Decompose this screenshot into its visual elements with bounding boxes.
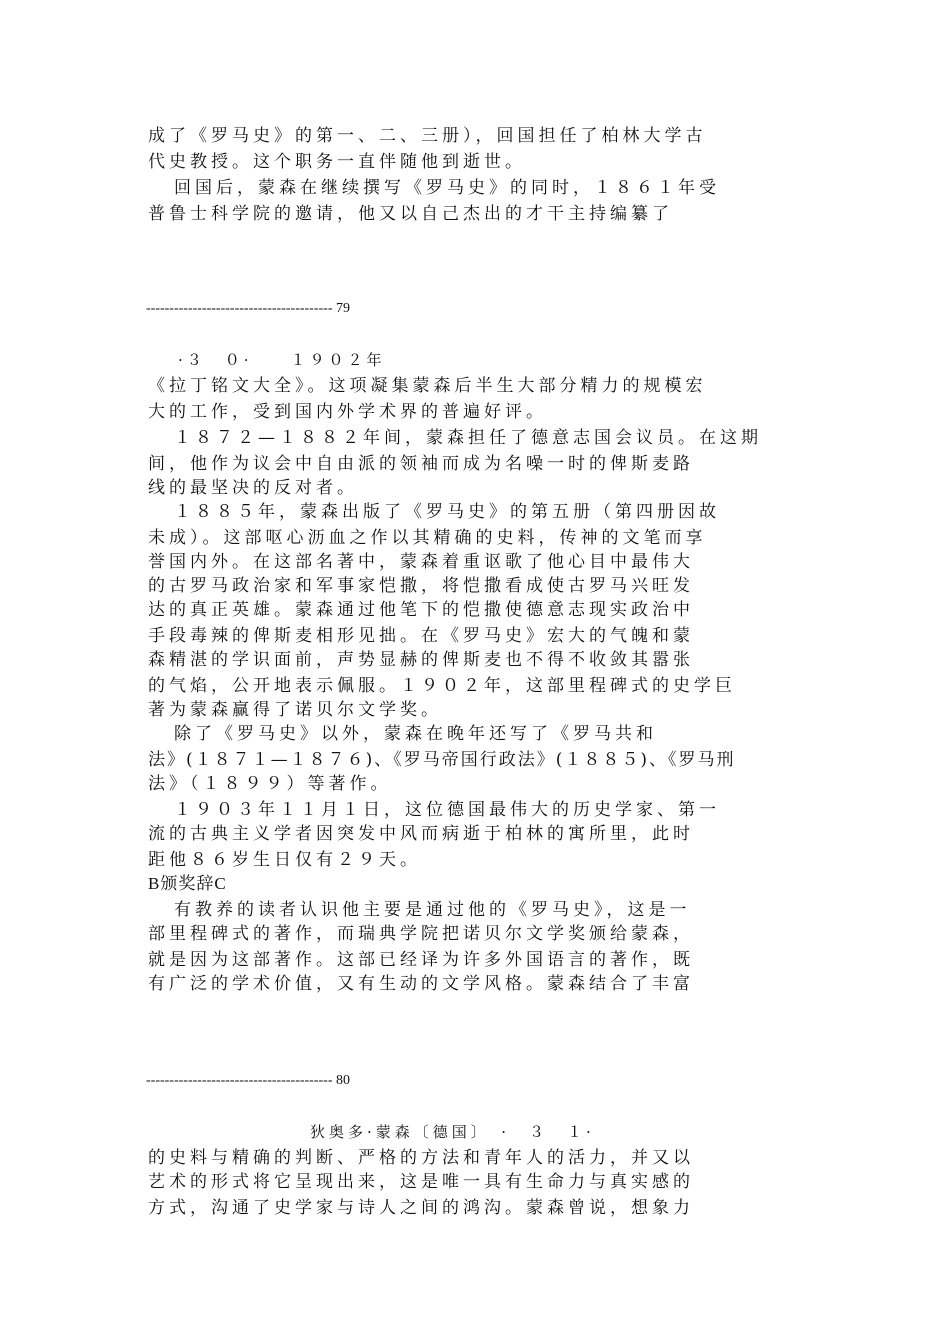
page2-line-18: １９０３年１１月１日，这位德国最伟大的历史学家、第一	[174, 800, 720, 820]
page3-line-1: 的史料与精确的判断、严格的方法和青年人的活力，并又以	[148, 1148, 694, 1168]
page-separator-80: ---------------------------------------- 80	[146, 1073, 350, 1088]
page2-line-24: 就是因为这部著作。这部已经译为许多外国语言的著作，既	[148, 950, 694, 970]
page2-line-19: 流的古典主义学者因突发中风而病逝于柏林的寓所里，此时	[148, 824, 694, 844]
award-speech-heading: B颁奖辞C	[148, 874, 227, 893]
page-separator-79: ---------------------------------------- 79	[146, 301, 350, 316]
page2-line-12: 森精湛的学识面前，声势显赫的俾斯麦也不得不收敛其嚣张	[148, 650, 694, 670]
page2-line-17: 法》（１８９９）等著作。	[148, 774, 392, 794]
page2-line-10: 达的真正英雄。蒙森通过他笔下的恺撒使德意志现实政治中	[148, 600, 694, 620]
page2-line-14: 著为蒙森赢得了诺贝尔文学奖。	[148, 700, 442, 720]
page2-line-2: 大的工作，受到国内外学术界的普遍好评。	[148, 402, 547, 422]
page3-running-header: 狄奥多·蒙森〔德国〕 · ３ １·	[310, 1123, 595, 1141]
page2-line-8: 誉国内外。在这部名著中，蒙森着重讴歌了他心目中最伟大	[148, 552, 694, 572]
page2-line-9: 的古罗马政治家和军事家恺撒，将恺撒看成使古罗马兴旺发	[148, 576, 694, 596]
page2-line-16: 法》(１８７１—１８７６)、《罗马帝国行政法》(１８８５)、《罗马刑	[148, 750, 736, 770]
page3-line-3: 方式，沟通了史学家与诗人之间的鸿沟。蒙森曾说，想象力	[148, 1198, 694, 1218]
page2-line-20: 距他８６岁生日仅有２９天。	[148, 850, 421, 870]
page1-line-4: 普鲁士科学院的邀请，他又以自己杰出的才干主持编纂了	[148, 204, 673, 224]
page1-line-2: 代史教授。这个职务一直伴随他到逝世。	[148, 152, 526, 172]
page3-line-2: 艺术的形式将它呈现出来，这是唯一具有生命力与真实感的	[148, 1172, 694, 1192]
page2-line-5: 线的最坚决的反对者。	[148, 478, 358, 498]
page2-line-1: 《拉丁铭文大全》。这项凝集蒙森后半生大部分精力的规模宏	[148, 376, 707, 396]
page2-running-header: ·３ ０· １９０２年	[178, 351, 386, 369]
page2-line-22: 有教养的读者认识他主要是通过他的《罗马史》，这是一	[174, 900, 691, 920]
page1-line-3: 回国后，蒙森在继续撰写《罗马史》的同时，１８６１年受	[174, 178, 720, 198]
page2-line-11: 手段毒辣的俾斯麦相形见拙。在《罗马史》宏大的气魄和蒙	[148, 626, 694, 646]
page2-line-13: 的气焰，公开地表示佩服。１９０２年，这部里程碑式的史学巨	[148, 676, 736, 696]
page2-line-4: 间，他作为议会中自由派的领袖而成为名噪一时的俾斯麦路	[148, 454, 694, 474]
page2-line-3: １８７２—１８８２年间，蒙森担任了德意志国会议员。在这期	[174, 428, 762, 448]
page2-line-6: １８８５年，蒙森出版了《罗马史》的第五册（第四册因故	[174, 502, 720, 522]
page2-line-7: 未成）。这部呕心沥血之作以其精确的史料，传神的文笔而享	[148, 528, 707, 548]
page2-line-25: 有广泛的学术价值，又有生动的文学风格。蒙森结合了丰富	[148, 974, 694, 994]
page1-line-1: 成了《罗马史》的第一、二、三册），回国担任了柏林大学古	[148, 126, 707, 146]
page2-line-23: 部里程碑式的著作，而瑞典学院把诺贝尔文学奖颁给蒙森，	[148, 924, 694, 944]
page2-line-15: 除了《罗马史》以外，蒙森在晚年还写了《罗马共和	[174, 724, 657, 744]
